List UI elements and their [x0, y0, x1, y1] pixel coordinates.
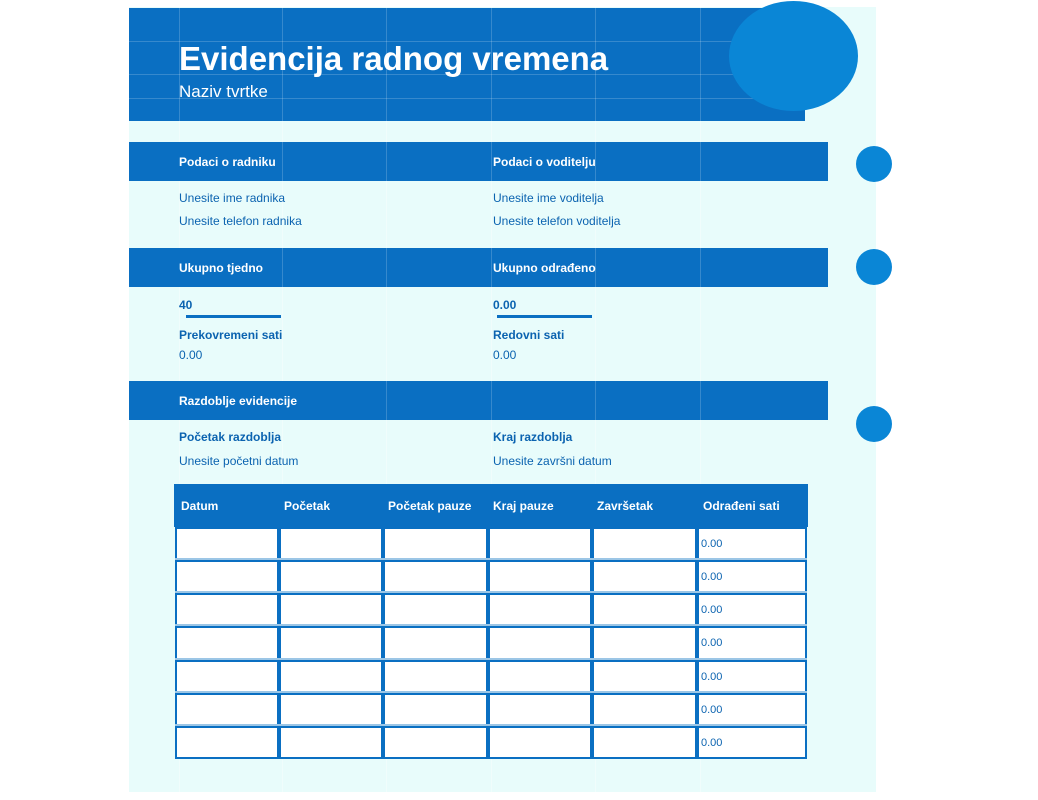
weekly-total-underline — [186, 315, 281, 318]
table-cell-start[interactable] — [279, 626, 383, 660]
hours-value: 0.00 — [701, 538, 723, 550]
employee-phone-field[interactable]: Unesite telefon radnika — [179, 214, 302, 228]
table-cell-end[interactable] — [592, 593, 697, 626]
table-cell-date[interactable] — [175, 593, 279, 626]
overtime-label: Prekovremeni sati — [179, 328, 283, 342]
weekly-total-heading: Ukupno tjedno — [179, 261, 263, 275]
manager-info-heading: Podaci o voditelju — [493, 155, 596, 169]
table-cell-date[interactable] — [175, 660, 279, 693]
worked-total-value: 0.00 — [493, 298, 517, 312]
period-heading: Razdoblje evidencije — [179, 394, 298, 408]
table-cell-start[interactable] — [279, 693, 383, 726]
weekly-total-value[interactable]: 40 — [179, 298, 193, 312]
table-cell-break-end[interactable] — [488, 693, 592, 726]
table-cell-break-start[interactable] — [383, 693, 488, 726]
period-end-field[interactable]: Unesite završni datum — [493, 454, 612, 468]
table-cell-end[interactable] — [592, 726, 697, 759]
table-cell-end[interactable] — [592, 626, 697, 660]
decorative-dot — [856, 146, 892, 182]
table-cell-hours — [697, 593, 807, 626]
worked-total-underline — [497, 315, 592, 318]
table-cell-break-start[interactable] — [383, 593, 488, 626]
table-cell-date[interactable] — [175, 726, 279, 759]
table-cell-start[interactable] — [279, 660, 383, 693]
table-cell-end[interactable] — [592, 660, 697, 693]
hours-value: 0.00 — [701, 671, 723, 683]
table-cell-end[interactable] — [592, 527, 697, 560]
decorative-circle — [729, 1, 858, 111]
regular-hours-label: Redovni sati — [493, 328, 565, 342]
table-cell-break-end[interactable] — [488, 726, 592, 759]
column-header-break-start: Početak pauze — [388, 499, 472, 513]
table-cell-hours — [697, 660, 807, 693]
column-header-break-end: Kraj pauze — [493, 499, 554, 513]
manager-phone-field[interactable]: Unesite telefon voditelja — [493, 214, 621, 228]
period-start-label: Početak razdoblja — [179, 430, 282, 444]
worked-total-heading: Ukupno odrađeno — [493, 261, 596, 275]
column-header-hours: Odrađeni sati — [703, 499, 780, 513]
table-cell-break-start[interactable] — [383, 560, 488, 593]
table-cell-break-end[interactable] — [488, 660, 592, 693]
table-cell-start[interactable] — [279, 593, 383, 626]
timesheet-table — [175, 527, 807, 759]
table-cell-break-start[interactable] — [383, 527, 488, 560]
table-cell-end[interactable] — [592, 693, 697, 726]
table-cell-start[interactable] — [279, 726, 383, 759]
table-cell-date[interactable] — [175, 560, 279, 593]
hours-value: 0.00 — [701, 737, 723, 749]
hours-value: 0.00 — [701, 637, 723, 649]
table-cell-hours — [697, 527, 807, 560]
page-title[interactable]: Evidencija radnog vremena — [179, 40, 609, 77]
table-cell-break-start[interactable] — [383, 660, 488, 693]
table-cell-hours — [697, 560, 807, 593]
regular-hours-value: 0.00 — [493, 348, 517, 362]
employee-info-heading: Podaci o radniku — [179, 155, 276, 169]
overtime-value: 0.00 — [179, 348, 203, 362]
period-start-field[interactable]: Unesite početni datum — [179, 454, 299, 468]
table-cell-hours — [697, 693, 807, 726]
manager-name-field[interactable]: Unesite ime voditelja — [493, 191, 604, 205]
hours-value: 0.00 — [701, 571, 723, 583]
table-cell-break-start[interactable] — [383, 626, 488, 660]
table-cell-hours — [697, 626, 807, 660]
table-cell-break-end[interactable] — [488, 626, 592, 660]
employee-name-field[interactable]: Unesite ime radnika — [179, 191, 286, 205]
hours-value: 0.00 — [701, 704, 723, 716]
table-cell-date[interactable] — [175, 527, 279, 560]
decorative-dot — [856, 406, 892, 442]
decorative-dot — [856, 249, 892, 285]
table-cell-break-end[interactable] — [488, 593, 592, 626]
table-cell-date[interactable] — [175, 626, 279, 660]
table-cell-break-start[interactable] — [383, 726, 488, 759]
table-cell-start[interactable] — [279, 560, 383, 593]
table-cell-break-end[interactable] — [488, 560, 592, 593]
table-cell-hours — [697, 726, 807, 759]
period-end-label: Kraj razdoblja — [493, 430, 573, 444]
table-cell-start[interactable] — [279, 527, 383, 560]
table-cell-date[interactable] — [175, 693, 279, 726]
column-header-end: Završetak — [597, 499, 654, 513]
company-name[interactable]: Naziv tvrtke — [179, 82, 268, 101]
column-header-start: Početak — [284, 499, 331, 513]
column-header-date: Datum — [181, 499, 219, 513]
table-cell-break-end[interactable] — [488, 527, 592, 560]
table-cell-end[interactable] — [592, 560, 697, 593]
hours-value: 0.00 — [701, 604, 723, 616]
